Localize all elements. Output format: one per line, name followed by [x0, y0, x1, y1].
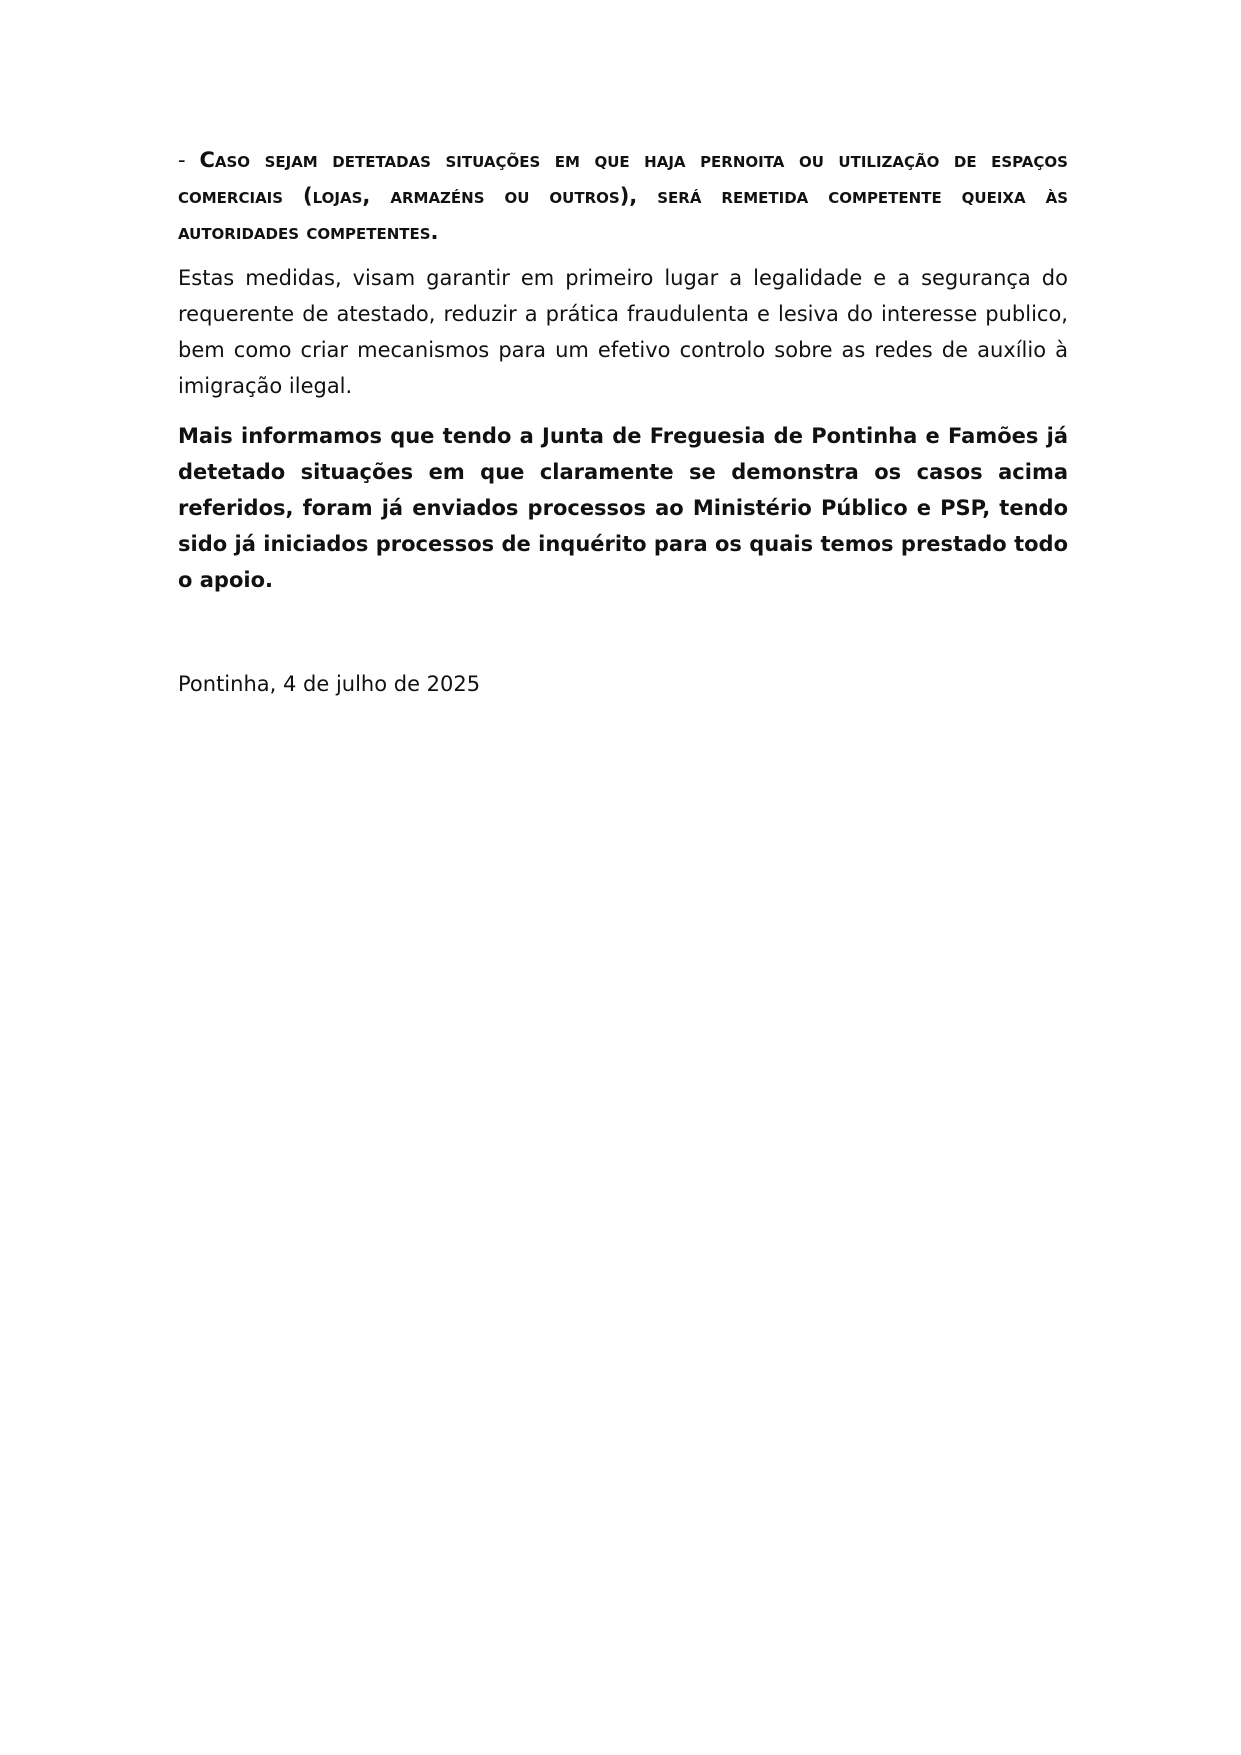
- document-body: [178, 142, 1068, 702]
- complaint-notice-text: Caso sejam detetadas situações em que haja pernoita ou utilização de espaços comerciais (lojas, armazéns ou outros), será remetida competente queixa às autoridades competentes.: [178, 148, 1068, 244]
- dash-marker: -: [178, 148, 200, 172]
- paragraph-complaint-notice: [178, 142, 1068, 250]
- paragraph-information: Mais informamos que tendo a Junta de Freguesia de Pontinha e Famões já detetado situações em que claramente se demonstra os casos acima referidos, foram já enviados processos ao Ministério Público e PSP, tendo sido já iniciados processos de inquérito para os quais temos prestado todo o apoio.: [178, 424, 1068, 592]
- place-and-date: Pontinha, 4 de julho de 2025: [178, 672, 481, 696]
- paragraph-measures: Estas medidas, visam garantir em primeiro lugar a legalidade e a segurança do requerente de atestado, reduzir a prática fraudulenta e lesiva do interesse publico, bem como criar mecanismos para um efetivo controlo sobre as redes de auxílio à imigração ilegal.: [178, 266, 1068, 398]
